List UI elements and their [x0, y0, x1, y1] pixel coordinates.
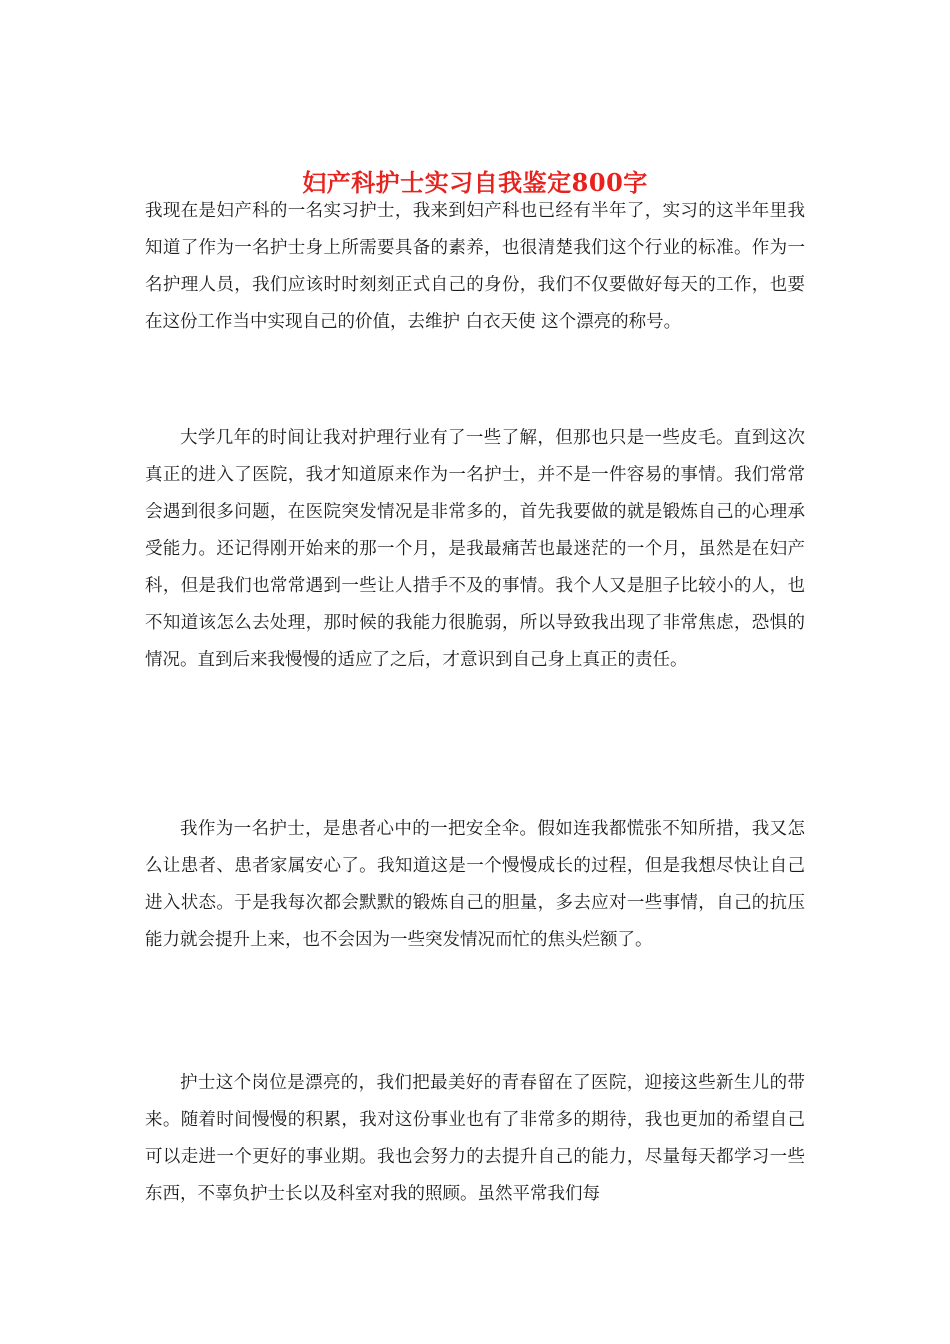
paragraph-4: 护士这个岗位是漂亮的，我们把最美好的青春留在了医院，迎接这些新生儿的带来。随着时间慢慢的积累，我对这份事业也有了非常多的期待，我也更加的希望自己可以走进一个更好的事业期。我也会努力的去提升自己的能力，尽量每天都学习一些东西，不辜负护士长以及科室对我的照顾。虽然平常我们每: [145, 1073, 805, 1204]
document-title: 妇产科护士实习自我鉴定800字: [302, 168, 648, 198]
paragraph-3: 我作为一名护士，是患者心中的一把安全伞。假如连我都慌张不知所措，我又怎么让患者、患者家属安心了。我知道这是一个慢慢成长的过程，但是我想尽快让自己进入状态。于是我每次都会默默的锻炼自己的胆量，多去应对一些事情，自己的抗压能力就会提升上来，也不会因为一些突发情况而忙的焦头烂额了。: [145, 819, 805, 950]
paragraph-1: 我现在是妇产科的一名实习护士，我来到妇产科也已经有半年了，实习的这半年里我知道了作为一名护士身上所需要具备的素养，也很清楚我们这个行业的标准。作为一名护理人员，我们应该时时刻刻正式自己的身份，我们不仅要做好每天的工作，也要在这份工作当中实现自己的价值，去维护 白衣天使 这个漂亮的称号。: [145, 201, 805, 332]
paragraph-2: 大学几年的时间让我对护理行业有了一些了解，但那也只是一些皮毛。直到这次真正的进入了医院，我才知道原来作为一名护士，并不是一件容易的事情。我们常常会遇到很多问题，在医院突发情况是非常多的，首先我要做的就是锻炼自己的心理承受能力。还记得刚开始来的那一个月，是我最痛苦也最迷茫的一个月，虽然是在妇产科，但是我们也常常遇到一些让人措手不及的事情。我个人又是胆子比较小的人，也不知道该怎么去处理，那时候的我能力很脆弱，所以导致我出现了非常焦虑，恐惧的情况。直到后来我慢慢的适应了之后，才意识到自己身上真正的责任。: [145, 428, 805, 670]
